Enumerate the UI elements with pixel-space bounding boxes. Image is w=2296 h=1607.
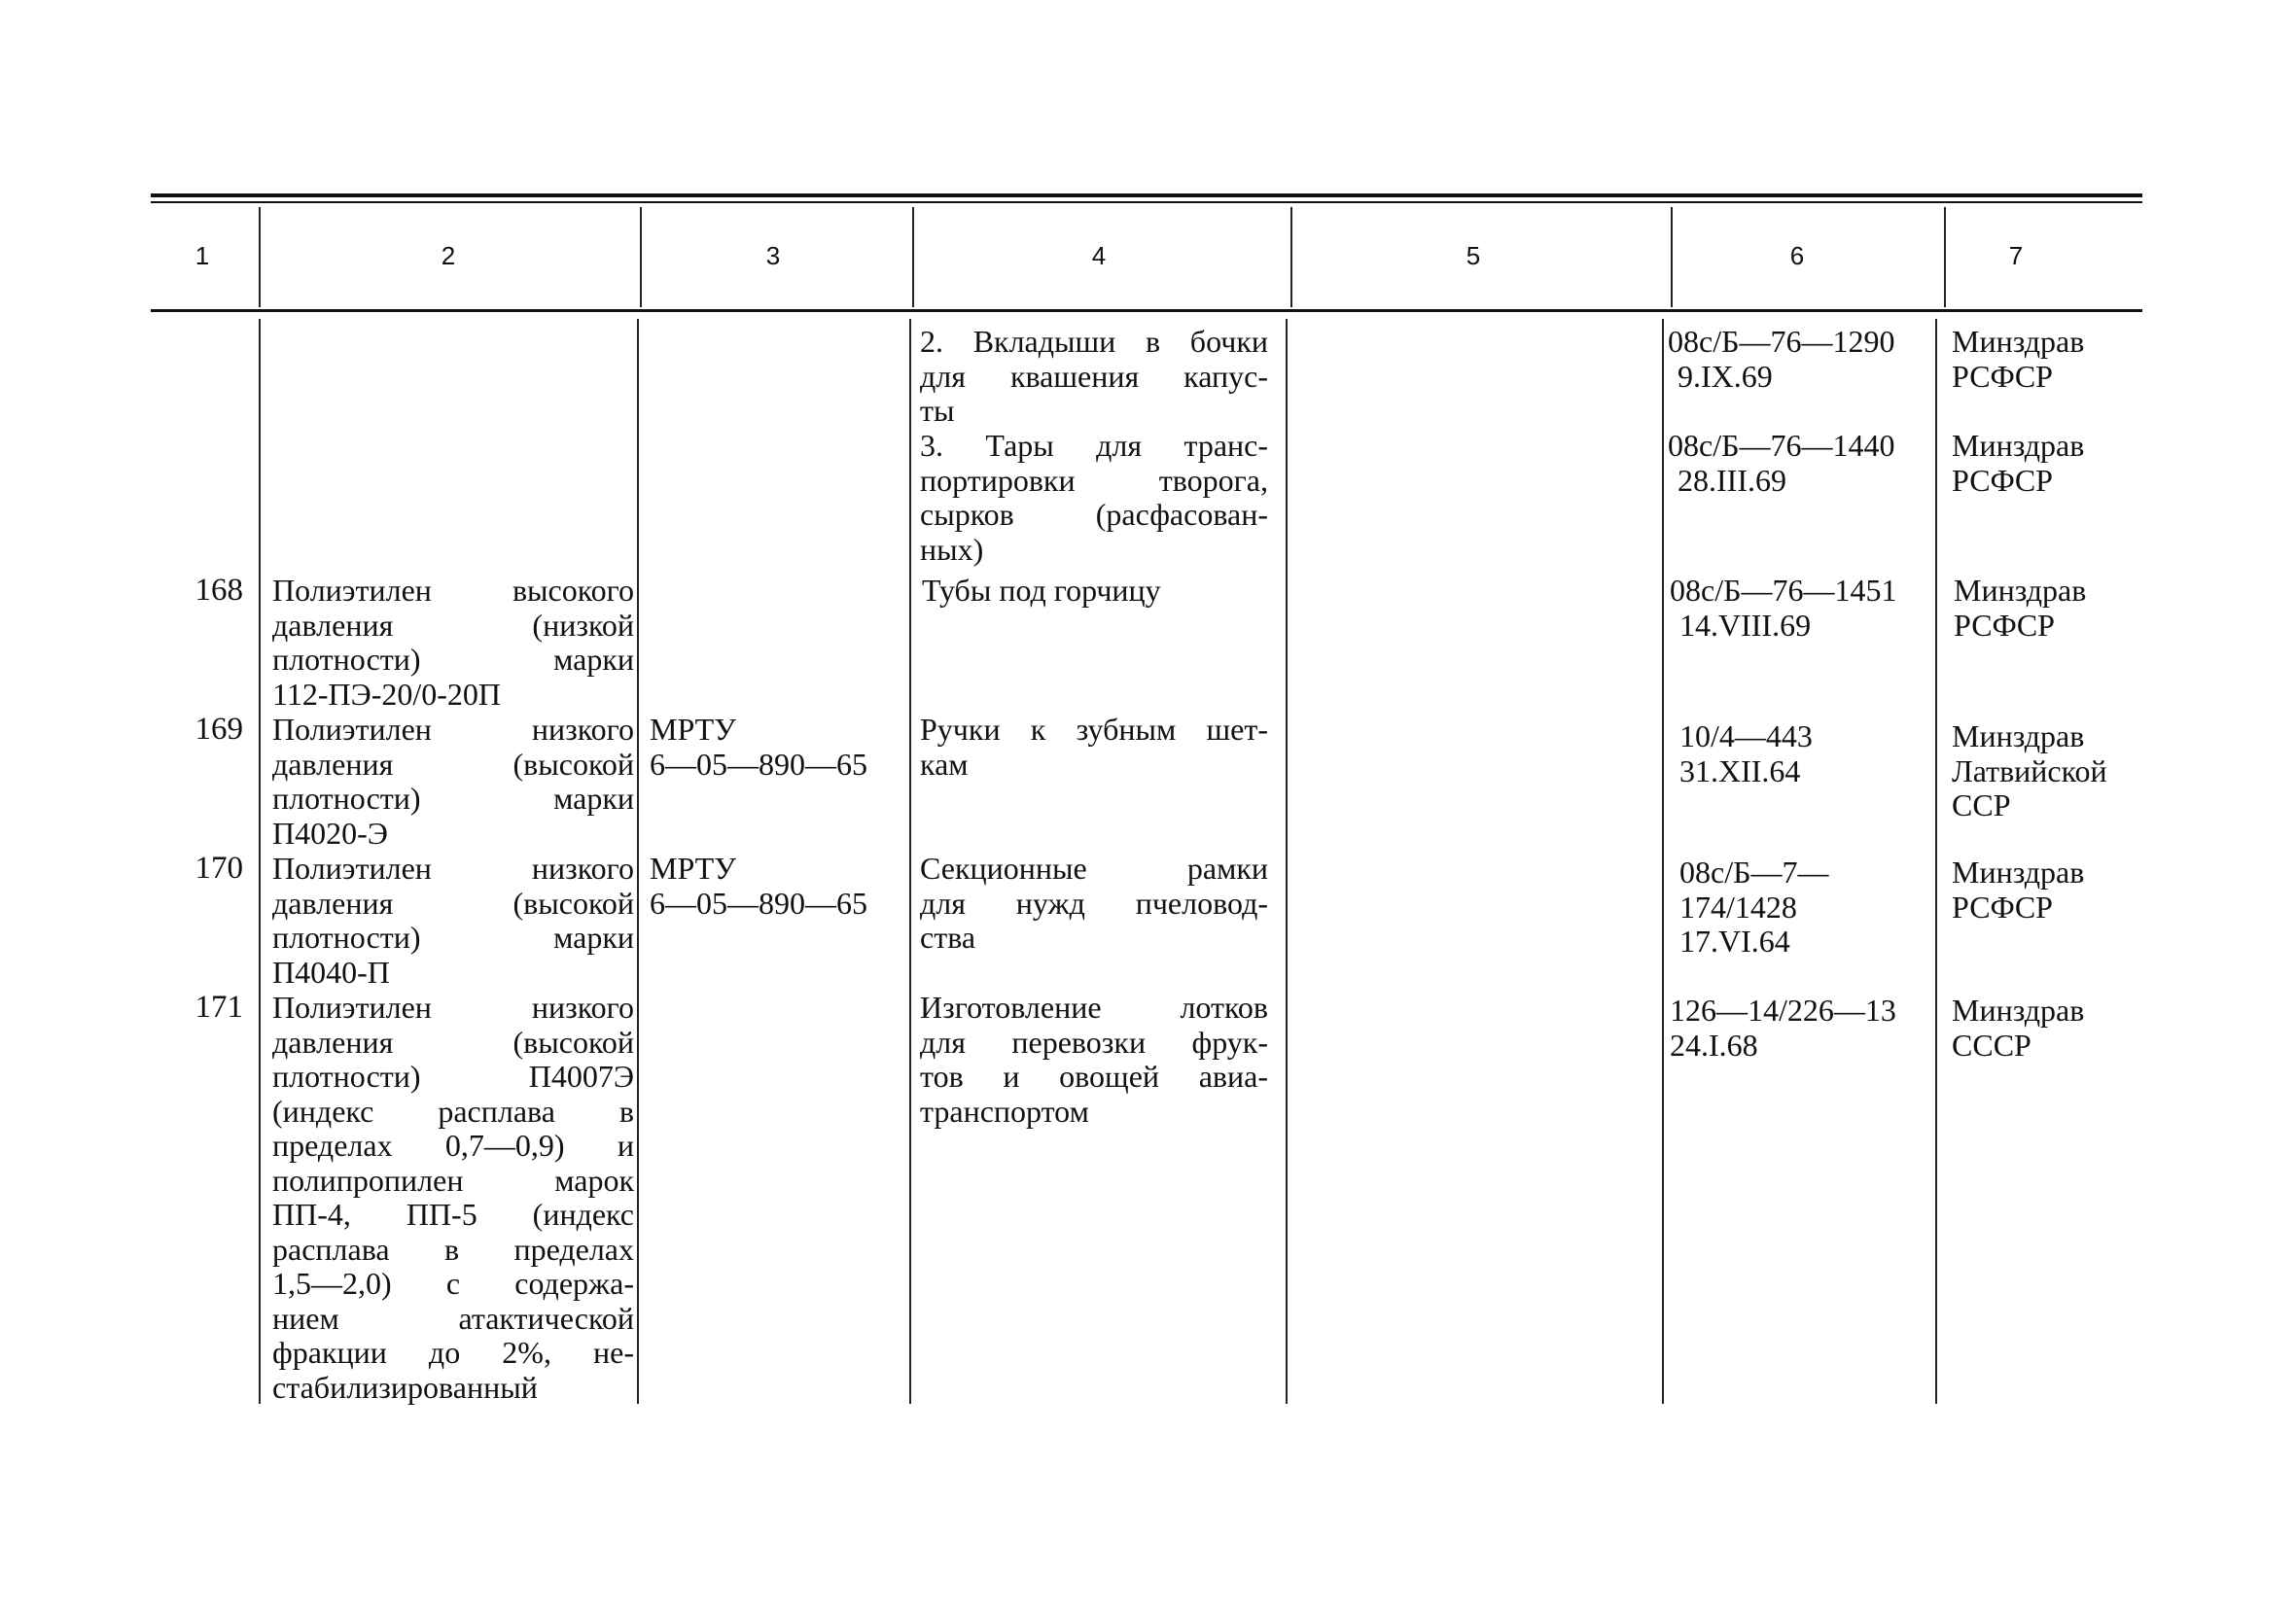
header-col-6: 6: [1789, 241, 1805, 270]
col-divider: [259, 319, 261, 1404]
header-col-3: 3: [765, 241, 781, 270]
header-col-2: 2: [441, 241, 456, 270]
material-text: Полиэтилен высокого давления (низкой плотности) марки 112-ПЭ-20/0-20П: [272, 573, 634, 712]
use-text: Изготовление лотков для перевозки фрук- тов и овощей авиа- транспортом: [920, 990, 1268, 1129]
doc-reference: 08с/Б—76—1290 9.IX.69: [1668, 324, 1895, 394]
header-col-5: 5: [1466, 241, 1481, 270]
material-text: Полиэтилен низкого давления (высокой плотности) марки П4020-Э: [272, 712, 634, 851]
col-divider: [1944, 207, 1946, 307]
use-text: 2. Вкладыши в бочки для квашения капус- ты: [920, 324, 1268, 428]
row-number: 171: [194, 990, 243, 1025]
approved-by: Минздрав РСФСР: [1954, 573, 2087, 643]
col-divider: [637, 319, 639, 1404]
approved-by: Минздрав РСФСР: [1952, 855, 2085, 925]
col-divider: [909, 319, 911, 1404]
col-divider: [1290, 207, 1292, 307]
use-text: Секционные рамки для нужд пчеловод- ства: [920, 851, 1268, 955]
col-divider: [259, 207, 261, 307]
col-divider: [912, 207, 914, 307]
col-divider: [1286, 319, 1288, 1404]
material-text: Полиэтилен низкого давления (высокой плотности) марки П4040-П: [272, 851, 634, 990]
row-number: 168: [194, 573, 243, 608]
use-text: 3. Тары для транс- портировки творога, сырков (расфасован- ных): [920, 428, 1268, 567]
col-divider: [1662, 319, 1664, 1404]
table-top-rule-thin: [151, 201, 2142, 203]
use-text: Тубы под горчицу: [922, 573, 1161, 608]
doc-reference: 08с/Б—76—1440 28.III.69: [1668, 428, 1895, 498]
use-text: Ручки к зубным шет- кам: [920, 712, 1268, 782]
approved-by: Минздрав Латвийской ССР: [1952, 718, 2107, 822]
row-number: 170: [194, 851, 243, 886]
table-top-rule: [151, 193, 2142, 197]
header-bottom-rule: [151, 309, 2142, 312]
header-col-4: 4: [1091, 241, 1107, 270]
doc-reference: 10/4—443 31.XII.64: [1679, 718, 1813, 788]
approved-by: Минздрав РСФСР: [1952, 428, 2085, 498]
row-number: 169: [194, 712, 243, 747]
doc-reference: 126—14/226—13 24.I.68: [1670, 993, 1896, 1063]
col-divider: [1671, 207, 1673, 307]
col-divider: [640, 207, 642, 307]
spec-text: МРТУ 6—05—890—65: [650, 851, 867, 921]
doc-reference: 08с/Б—76—1451 14.VIII.69: [1670, 573, 1897, 643]
doc-reference: 08с/Б—7— 174/1428 17.VI.64: [1679, 855, 1829, 959]
material-text: Полиэтилен низкого давления (высокой плотности) П4007Э (индекс расплава в пределах 0,7—0,9) и полипропилен марок ПП-4, ПП-5 (индекс расплава в пределах 1,5—2,0) с содержа- нием атактической фракции до 2%, не- стабилизированный: [272, 990, 634, 1405]
approved-by: Минздрав РСФСР: [1952, 324, 2085, 394]
approved-by: Минздрав СССР: [1952, 993, 2085, 1063]
header-col-7: 7: [2008, 241, 2024, 270]
header-col-1: 1: [194, 241, 210, 270]
spec-text: МРТУ 6—05—890—65: [650, 712, 867, 782]
